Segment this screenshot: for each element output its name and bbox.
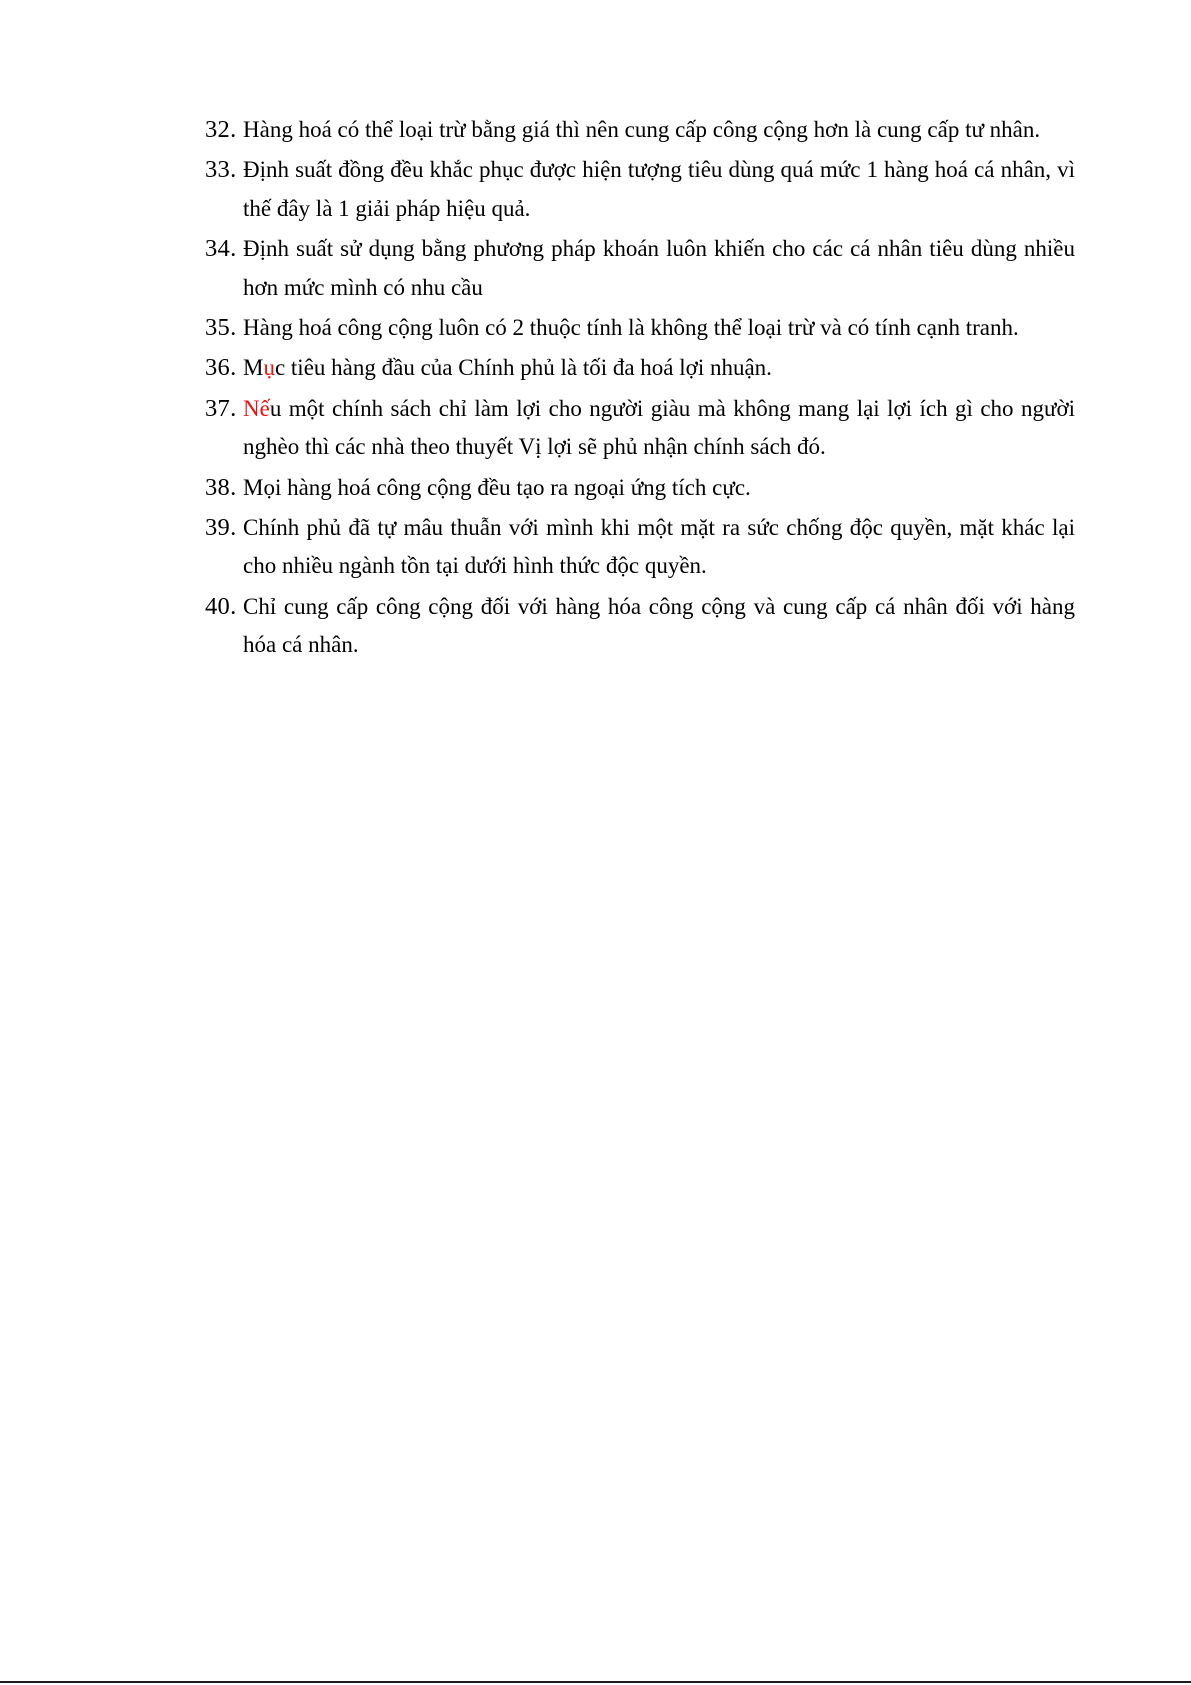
list-item-32: [205, 111, 1075, 149]
item-text: [243, 390, 1075, 467]
list-item-35: [205, 309, 1075, 347]
item-text: Mọi hàng hoá công cộng đều tạo ra ngoại ứng tích cực.: [243, 474, 751, 500]
list-item-34: [205, 230, 1075, 307]
highlighted-text: ụ: [263, 355, 275, 381]
item-text: Định suất sử dụng bằng phương pháp khoán luôn khiến cho các cá nhân tiêu dùng nhiều hơn mức mình có nhu cầu: [243, 236, 1075, 300]
item-number: 40.: [205, 592, 237, 620]
item-text: Chỉ cung cấp công cộng đối với hàng hóa công cộng và cung cấp cá nhân đối với hàng hóa cá nhân.: [243, 593, 1075, 658]
item-text: Hàng hoá có thể loại trừ bằng giá thì nên cung cấp công cộng hơn là cung cấp tư nhân.: [243, 117, 1041, 142]
page-bottom-divider: [0, 1681, 1191, 1683]
item-text-start: M: [243, 355, 264, 381]
item-text-rest: u một chính sách chỉ làm lợi cho người giàu mà không mang lại lợi ích gì cho người nghèo thì các nhà theo thuyết Vị lợi sẽ phủ nhận chính sách đó.: [243, 395, 1075, 460]
item-number: 32.: [205, 116, 237, 143]
item-text-rest: c tiêu hàng đầu của Chính phủ là tối đa hoá lợi nhuận.: [274, 355, 772, 381]
item-number: 39.: [205, 514, 237, 542]
list-item-37: [205, 390, 1075, 467]
item-text: Hàng hoá công cộng luôn có 2 thuộc tính là không thể loại trừ và có tính cạnh tranh.: [243, 315, 1019, 341]
item-number: 34.: [205, 235, 237, 263]
list-item-36: [205, 349, 1075, 387]
list-item-40: [205, 588, 1075, 665]
list-item-33: [205, 151, 1075, 228]
item-number: 38.: [205, 473, 237, 501]
item-text: [243, 349, 1075, 387]
item-number: 35.: [205, 314, 237, 342]
list-item-38: [205, 469, 1075, 507]
item-number: 37.: [205, 394, 237, 422]
item-number: 36.: [205, 354, 237, 382]
statement-list: [205, 111, 1075, 667]
item-text: Định suất đồng đều khắc phục được hiện tượng tiêu dùng quá mức 1 hàng hoá cá nhân, vì thế đây là 1 giải pháp hiệu quả.: [243, 157, 1075, 221]
item-text: Chính phủ đã tự mâu thuẫn với mình khi một mặt ra sức chống độc quyền, mặt khác lại cho nhiều ngành tồn tại dưới hình thức độc quyền.: [243, 515, 1075, 579]
item-number: 33.: [205, 156, 237, 184]
list-item-39: [205, 509, 1075, 586]
highlighted-text: Nế: [243, 395, 270, 421]
